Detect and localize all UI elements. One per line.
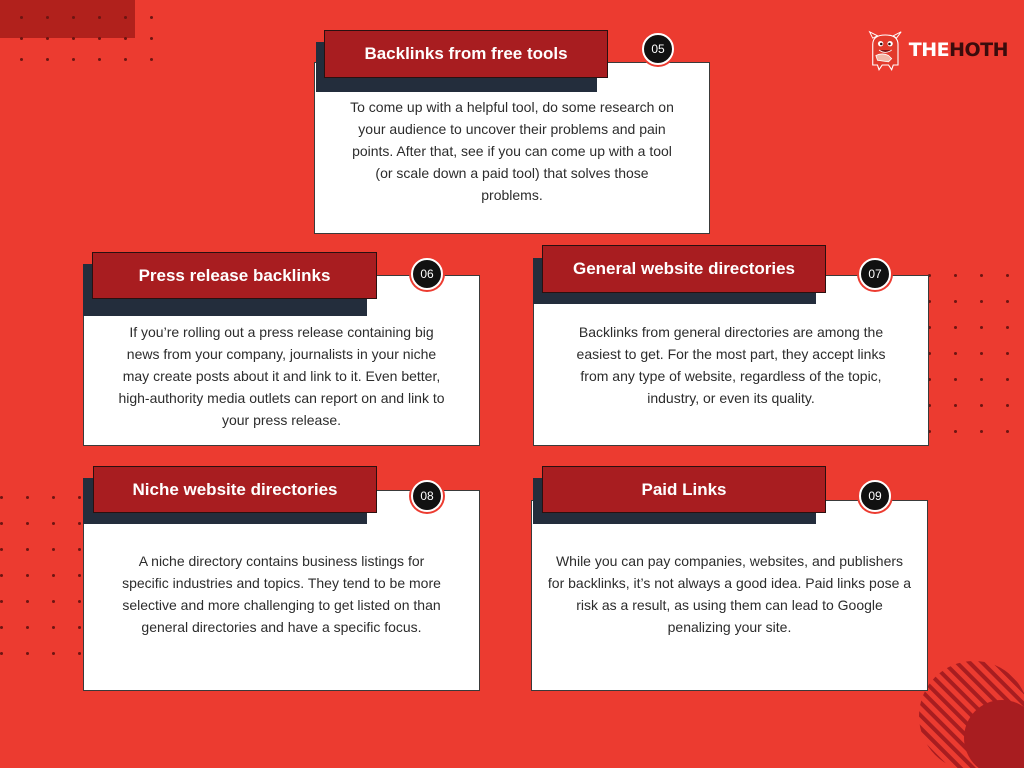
decorative-dot: [124, 58, 127, 61]
decorative-dot: [78, 626, 81, 629]
decorative-dot: [0, 574, 3, 577]
decorative-dot: [0, 652, 3, 655]
decorative-dot: [46, 58, 49, 61]
decorative-dot: [46, 37, 49, 40]
card-title-tag: Niche website directories: [93, 466, 377, 513]
decorative-dot: [980, 274, 983, 277]
card-body: To come up with a helpful tool, do some research on your audience to uncover their problems and pain points. After that, see if you can come up with a tool (or scale down a paid tool) that solves those problems.: [350, 99, 674, 203]
decorative-dot: [0, 496, 3, 499]
card-title-tag: General website directories: [542, 245, 826, 293]
card-title-tag: Paid Links: [542, 466, 826, 513]
decorative-dot: [26, 652, 29, 655]
decorative-dot: [0, 548, 3, 551]
card-body: Backlinks from general directories are among the easiest to get. For the most part, they accept links from any type of website, regardless of the topic, industry, or even its quality.: [576, 324, 886, 406]
decorative-dot: [124, 37, 127, 40]
decorative-dot: [78, 548, 81, 551]
decorative-dot: [78, 600, 81, 603]
card-title-tag: Press release backlinks: [92, 252, 377, 299]
decorative-dot: [52, 626, 55, 629]
number-badge: 06: [411, 258, 443, 290]
decorative-dot: [26, 574, 29, 577]
number-badge: 07: [859, 258, 891, 290]
decorative-dot: [1006, 274, 1009, 277]
decorative-corner-block: [0, 0, 135, 38]
decorative-dot: [954, 430, 957, 433]
card-title-tag: Backlinks from free tools: [324, 30, 608, 78]
decorative-dot: [150, 58, 153, 61]
decorative-dot: [98, 16, 101, 19]
card-body: A niche directory contains business listings for specific industries and topics. They tend to be more selective and more challenging to get listed on than general directories and have a specific focus.: [122, 553, 441, 635]
brand-name-the: THE: [908, 39, 950, 61]
decorative-dot: [980, 326, 983, 329]
decorative-dot: [72, 16, 75, 19]
number-badge: 05: [642, 33, 674, 65]
decorative-dot: [0, 522, 3, 525]
decorative-dot: [1006, 430, 1009, 433]
decorative-dot: [150, 16, 153, 19]
brand-name-hoth: HOTH: [949, 39, 1008, 61]
decorative-dot: [46, 16, 49, 19]
card-paid-links: [531, 500, 928, 691]
decorative-dot: [954, 326, 957, 329]
decorative-dot: [72, 58, 75, 61]
decorative-dot: [72, 37, 75, 40]
decorative-dot: [98, 37, 101, 40]
decorative-dot: [980, 430, 983, 433]
decorative-dot: [150, 37, 153, 40]
decorative-dot: [78, 496, 81, 499]
decorative-dot: [52, 574, 55, 577]
decorative-dot: [78, 652, 81, 655]
decorative-dot: [78, 522, 81, 525]
number-badge: 09: [859, 480, 891, 512]
decorative-dot: [98, 58, 101, 61]
decorative-dot: [52, 652, 55, 655]
decorative-dot: [78, 574, 81, 577]
decorative-dot: [954, 378, 957, 381]
card-body: While you can pay companies, websites, and publishers for backlinks, it’s not always a good idea. Paid links pose a risk as a result, as using them can lead to Google penalizing your site.: [547, 553, 912, 635]
decorative-dot: [26, 626, 29, 629]
decorative-dot: [26, 522, 29, 525]
brand-logo: [868, 22, 1008, 78]
decorative-dot: [26, 600, 29, 603]
decorative-dot: [20, 58, 23, 61]
decorative-dot: [26, 548, 29, 551]
decorative-dot: [52, 522, 55, 525]
decorative-dot: [954, 274, 957, 277]
decorative-dot: [954, 352, 957, 355]
decorative-dot: [980, 404, 983, 407]
decorative-dot: [1006, 378, 1009, 381]
decorative-dot: [52, 600, 55, 603]
decorative-dot: [954, 404, 957, 407]
decorative-dot: [20, 16, 23, 19]
decorative-dot: [980, 378, 983, 381]
decorative-dot: [20, 37, 23, 40]
decorative-dot: [1006, 404, 1009, 407]
decorative-dot: [1006, 352, 1009, 355]
decorative-dot: [0, 600, 3, 603]
decorative-dot: [980, 300, 983, 303]
decorative-dot: [124, 16, 127, 19]
decorative-hatched-circle: [914, 648, 1024, 768]
decorative-dot: [954, 300, 957, 303]
decorative-dot: [52, 548, 55, 551]
decorative-dot: [0, 626, 3, 629]
decorative-dot: [980, 352, 983, 355]
number-badge: 08: [411, 480, 443, 512]
decorative-dot: [1006, 300, 1009, 303]
card-body: If you’re rolling out a press release containing big news from your company, journalists in your niche may create posts about it and link to it. Even better, high-authority media outlets can report on and link to your press release.: [118, 324, 445, 428]
decorative-dot: [26, 496, 29, 499]
hoth-monster-icon: [868, 23, 903, 77]
decorative-dot: [1006, 326, 1009, 329]
decorative-dot: [52, 496, 55, 499]
